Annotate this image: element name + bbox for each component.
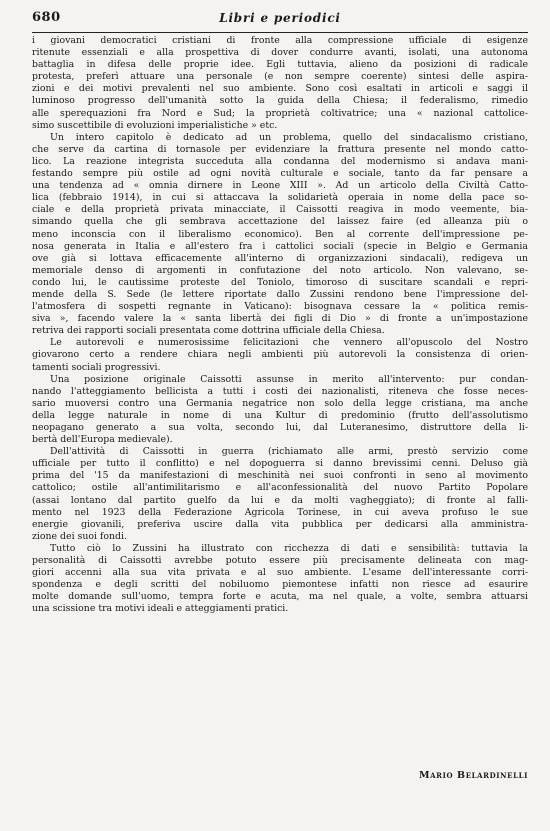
text-line: mento nel 1923 della Federazione Agricola Torinese, in cui aveva profuso le sue bbox=[32, 506, 528, 518]
text-line: memoriale denso di argomenti in confutazione del noto articolo. Non valevano, se- bbox=[32, 264, 528, 276]
text-line: zioni e dei motivi prevalenti nel suo ambiente. Sono così esaltati in articoli e saggi il bbox=[32, 83, 528, 95]
paragraph bbox=[32, 132, 528, 338]
paragraph bbox=[32, 543, 528, 616]
paragraph bbox=[32, 374, 528, 447]
text-line: ritenute essenziali e alla prospettiva di dover condurre avanti, isolati, una autonoma bbox=[32, 47, 528, 59]
text-line: neopagano generato a sua volta, secondo lui, dal Luteranesimo, distruttore della li- bbox=[32, 422, 528, 433]
text-line: lico. La reazione integrista succeduta alla condanna del modernismo si andava mani- bbox=[32, 155, 528, 167]
text-line: giovarono certo a rendere chiara negli ambienti più autorevoli la consistenza di orien- bbox=[32, 349, 528, 361]
text-line: alle sperequazioni fra Nord e Sud; la proprietà coltivatrice; una « nazional cattolice- bbox=[32, 107, 528, 119]
text-line: meno inconscia con il liberalismo economico). Ben al corrente dell'impressione pe- bbox=[32, 228, 528, 240]
text-line: nando l'atteggiamento bellicista a tutti i costi dei nazionalisti, riteneva che fosse neces- bbox=[32, 385, 528, 397]
text-line: nosa generata in Italia e all'estero fra i cattolici sociali (specie in Belgio e Germania bbox=[32, 240, 528, 252]
text-line: tamenti sociali progressivi. bbox=[32, 361, 161, 373]
article-body bbox=[32, 35, 528, 616]
text-line: luminoso progresso dell'umanità sotto la guida della Chiesa; il federalismo, rimedio bbox=[32, 95, 528, 107]
page-number: 680 bbox=[32, 10, 61, 25]
text-line: ciale e della proprietà privata minacciate, il Caissotti reagiva in modo veemente, bia- bbox=[32, 204, 528, 216]
text-line: battaglia in difesa delle proprie idee. Egli tuttavia, alieno da posizioni di radicale bbox=[32, 59, 528, 71]
text-line: simando quella che gli sembrava accettazione del laissez faire (ed alleanza più o bbox=[32, 216, 528, 228]
text-line: ove già si lottava efficacemente all'interno di organizzazioni sindacali), redigeva un bbox=[32, 252, 528, 264]
text-line: personalità di Caissotti avrebbe potuto essere più precisamente delineata con mag- bbox=[32, 555, 528, 567]
text-line: una scissione tra motivi ideali e atteggiamenti pratici. bbox=[32, 603, 289, 615]
text-line: retriva dei rapporti sociali presentata come dottrina ufficiale della Chiesa. bbox=[32, 325, 385, 337]
text-line: simo suscettibile di evoluzioni imperialistiche » etc. bbox=[32, 119, 278, 131]
text-line: i giovani democratici cristiani di fronte alla compressione ufficiale di esigenze bbox=[32, 35, 528, 46]
paragraph bbox=[32, 35, 528, 132]
text-line: protesta, preferì attuare una personale (e non sempre coerente) sintesi delle aspira- bbox=[32, 71, 528, 83]
text-line: Tutto ciò lo Zussini ha illustrato con ricchezza di dati e sensibilità: tuttavia la bbox=[50, 542, 528, 554]
text-line: energie giovanili, preferiva uscire dalla vita pubblica per dedicarsi alla amministra- bbox=[32, 518, 528, 530]
text-line: cattolico; ostile all'antimilitarismo e all'aconfessionalità del nuovo Partito Popolare bbox=[32, 482, 528, 494]
text-line: spondenza e degli scritti del nobiluomo piemontese infatti non riesce ad esaurire bbox=[32, 579, 528, 591]
text-line: Le autorevoli e numerosissime felicitazioni che vennero all'opuscolo del Nostro bbox=[50, 337, 528, 349]
text-line: Una posizione originale Caissotti assunse in merito all'intervento: pur condan- bbox=[50, 373, 528, 385]
text-line: una tendenza ad « omnia dirnere in Leone XIII ». Ad un articolo della Civiltà Catto- bbox=[32, 180, 528, 192]
text-line: zione dei suoi fondi. bbox=[32, 530, 127, 542]
text-line: della legge naturale in nome di una Kultur di predominio (frutto dell'assolutismo bbox=[32, 409, 528, 421]
text-line: prima del '15 da manifestazioni di meschinità nei suoi confronti in seno al movimento bbox=[32, 470, 528, 482]
text-line: Dell'attività di Caissotti in guerra (richiamato alle armi, prestò servizio come bbox=[50, 446, 528, 458]
text-line: (assai lontano dal partito guelfo da lui e da molti vagheggiato); di fronte al falli- bbox=[32, 494, 528, 506]
text-line: siva », facendo valere la « santa libertà dei figli di Dio » di fronte a un'impostazione bbox=[32, 313, 528, 325]
paragraph bbox=[32, 446, 528, 543]
text-line: ufficiale per tutto il conflitto) e nel dopoguerra si danno brevissimi cenni. Deluso già bbox=[32, 458, 528, 470]
text-line: Un intero capitolo è dedicato ad un problema, quello del sindacalismo cristiano, bbox=[50, 131, 528, 143]
text-line: mende della S. Sede (le lettere riportate dallo Zussini rendono bene l'impressione del- bbox=[32, 288, 528, 300]
text-line: lica (febbraio 1914), in cui si attaccava la solidarietà operaia in nome della pace so- bbox=[32, 192, 528, 204]
text-line: condo lui, le cautissime proteste del Toniolo, timoroso di suscitare scandali e repri- bbox=[32, 276, 528, 288]
text-line: giori accenni alla sua vita privata e al suo ambiente. L'esame dell'interessante corri- bbox=[32, 567, 528, 579]
running-head: Libri e periodici bbox=[219, 11, 341, 25]
text-line: sario muoversi contro una Germania negatrice non solo della legge cristiana, ma anche bbox=[32, 397, 528, 409]
text-line: festando sempre più ostile ad ogni novità culturale e sociale, tanto da far pensare a bbox=[32, 168, 528, 180]
text-line: l'atmosfera di sospetti regnante in Vaticano): bisognava cessare la « politica remis- bbox=[32, 301, 528, 313]
author-signature: Mario Belardinelli bbox=[419, 770, 528, 781]
text-line: bertà dell'Europa medievale). bbox=[32, 434, 173, 446]
text-line: molte domande sull'uomo, tempra forte e acuta, ma nel quale, a volte, sembra attuarsi bbox=[32, 591, 528, 603]
text-line: che serve da cartina di tornasole per evidenziare la frattura presente nel mondo catto- bbox=[32, 143, 528, 155]
paragraph bbox=[32, 337, 528, 373]
page-header bbox=[32, 10, 528, 33]
